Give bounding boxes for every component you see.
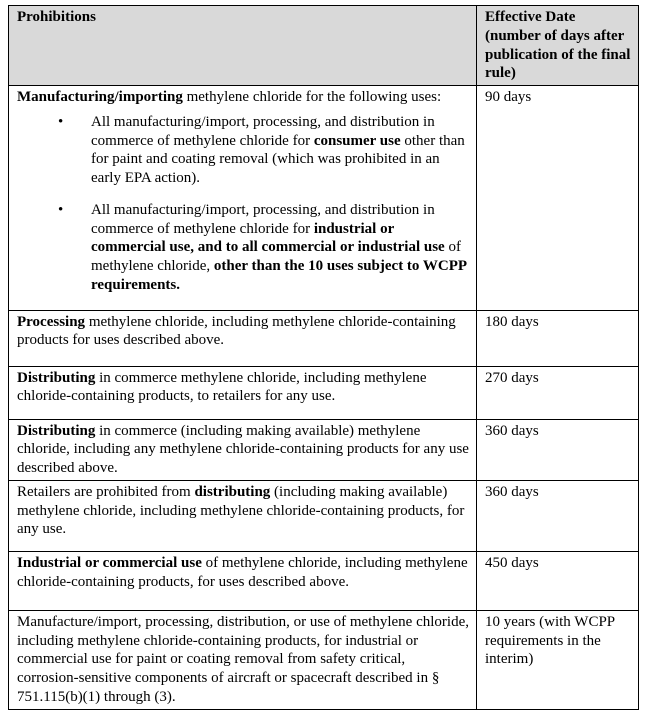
bullet-icon: •: [58, 113, 64, 130]
table-row: [9, 310, 639, 366]
text-segment: other than the 10 uses subject to WCPP requirements.: [91, 258, 467, 293]
prohibitions-table: [8, 5, 639, 710]
effective-date-cell: 450 days: [477, 551, 639, 610]
bullet-text: [91, 201, 470, 295]
text-segment: Processing: [17, 313, 86, 330]
text-segment: of methylene chloride, including methylene chloride-containing products, for uses described above.: [17, 554, 468, 590]
text-segment: Distributing: [17, 422, 96, 439]
bullet-text: [91, 113, 470, 188]
text-segment: Industrial or commercial use: [17, 554, 202, 571]
effective-date-cell: 360 days: [477, 419, 639, 480]
prohibition-cell: [9, 366, 477, 419]
text-segment: industrial or commercial use, and to all commercial or industrial use: [91, 220, 445, 256]
text-segment: methylene chloride, including methylene chloride-containing products for uses described above.: [17, 313, 456, 349]
prohibition-cell: [9, 610, 477, 709]
text-segment: other than for paint and coating removal (which was prohibited in an early EPA action).: [91, 132, 465, 186]
effective-date-cell: 90 days: [477, 86, 639, 311]
table-row: [9, 86, 639, 311]
table-body: [9, 86, 639, 710]
text-segment: consumer use: [313, 132, 401, 149]
text-segment: distributing: [194, 483, 271, 500]
paragraph: [17, 554, 470, 592]
prohibition-cell: [9, 551, 477, 610]
text-segment: Retailers are prohibited from: [17, 483, 195, 500]
prohibition-cell: [9, 419, 477, 480]
paragraph: [17, 88, 470, 107]
effective-date-cell: 270 days: [477, 366, 639, 419]
bullet-item: [58, 201, 470, 295]
effective-date-cell: 360 days: [477, 480, 639, 551]
text-segment: All manufacturing/import, processing, and distribution in commerce of methylene chloride for: [91, 113, 435, 149]
text-segment: in commerce methylene chloride, including methylene chloride-containing products, to retailers for any use.: [17, 369, 427, 405]
text-segment: Manufacture/import, processing, distribution, or use of methylene chloride, including methylene chloride-containing products, for industrial or commercial use for paint or coating removal from safety critical, corrosion-sensitive components of aircraft or spacecraft described in § 751.115(b)(1) through (3).: [17, 613, 469, 705]
prohibition-cell: [9, 86, 477, 311]
text-segment: Manufacturing/importing: [17, 89, 183, 105]
header-cell-prohibitions: Prohibitions: [9, 6, 477, 86]
effective-date-cell: 10 years (with WCPP requirements in the interim): [477, 610, 639, 709]
prohibition-cell: [9, 480, 477, 551]
effective-date-cell: 180 days: [477, 310, 639, 366]
paragraph: [17, 369, 470, 407]
paragraph: [17, 313, 470, 351]
table-row: [9, 366, 639, 419]
table-row: [9, 480, 639, 551]
text-segment: All manufacturing/import, processing, and distribution in commerce of methylene chloride for: [91, 201, 435, 237]
table-row: [9, 610, 639, 709]
prohibition-cell: [9, 310, 477, 366]
bullet-icon: •: [58, 201, 64, 218]
text-segment: Distributing: [17, 369, 96, 386]
bullet-item: [58, 113, 470, 188]
table-header: [9, 6, 639, 86]
paragraph: [17, 422, 470, 478]
text-segment: (including making available) methylene chloride, including methylene chloride-containing products, for any use.: [17, 483, 465, 538]
table-row: [9, 551, 639, 610]
table-row: [9, 419, 639, 480]
header-cell-effective-date: Effective Date (number of days after publication of the final rule): [477, 6, 639, 86]
header-row: [9, 6, 639, 86]
text-segment: methylene chloride for the following uses:: [182, 89, 442, 105]
text-segment: in commerce (including making available) methylene chloride, including any methylene chloride-containing products for any use described above.: [17, 422, 469, 476]
paragraph: [17, 613, 470, 707]
text-segment: of methylene chloride,: [91, 239, 461, 274]
paragraph: [17, 483, 470, 539]
